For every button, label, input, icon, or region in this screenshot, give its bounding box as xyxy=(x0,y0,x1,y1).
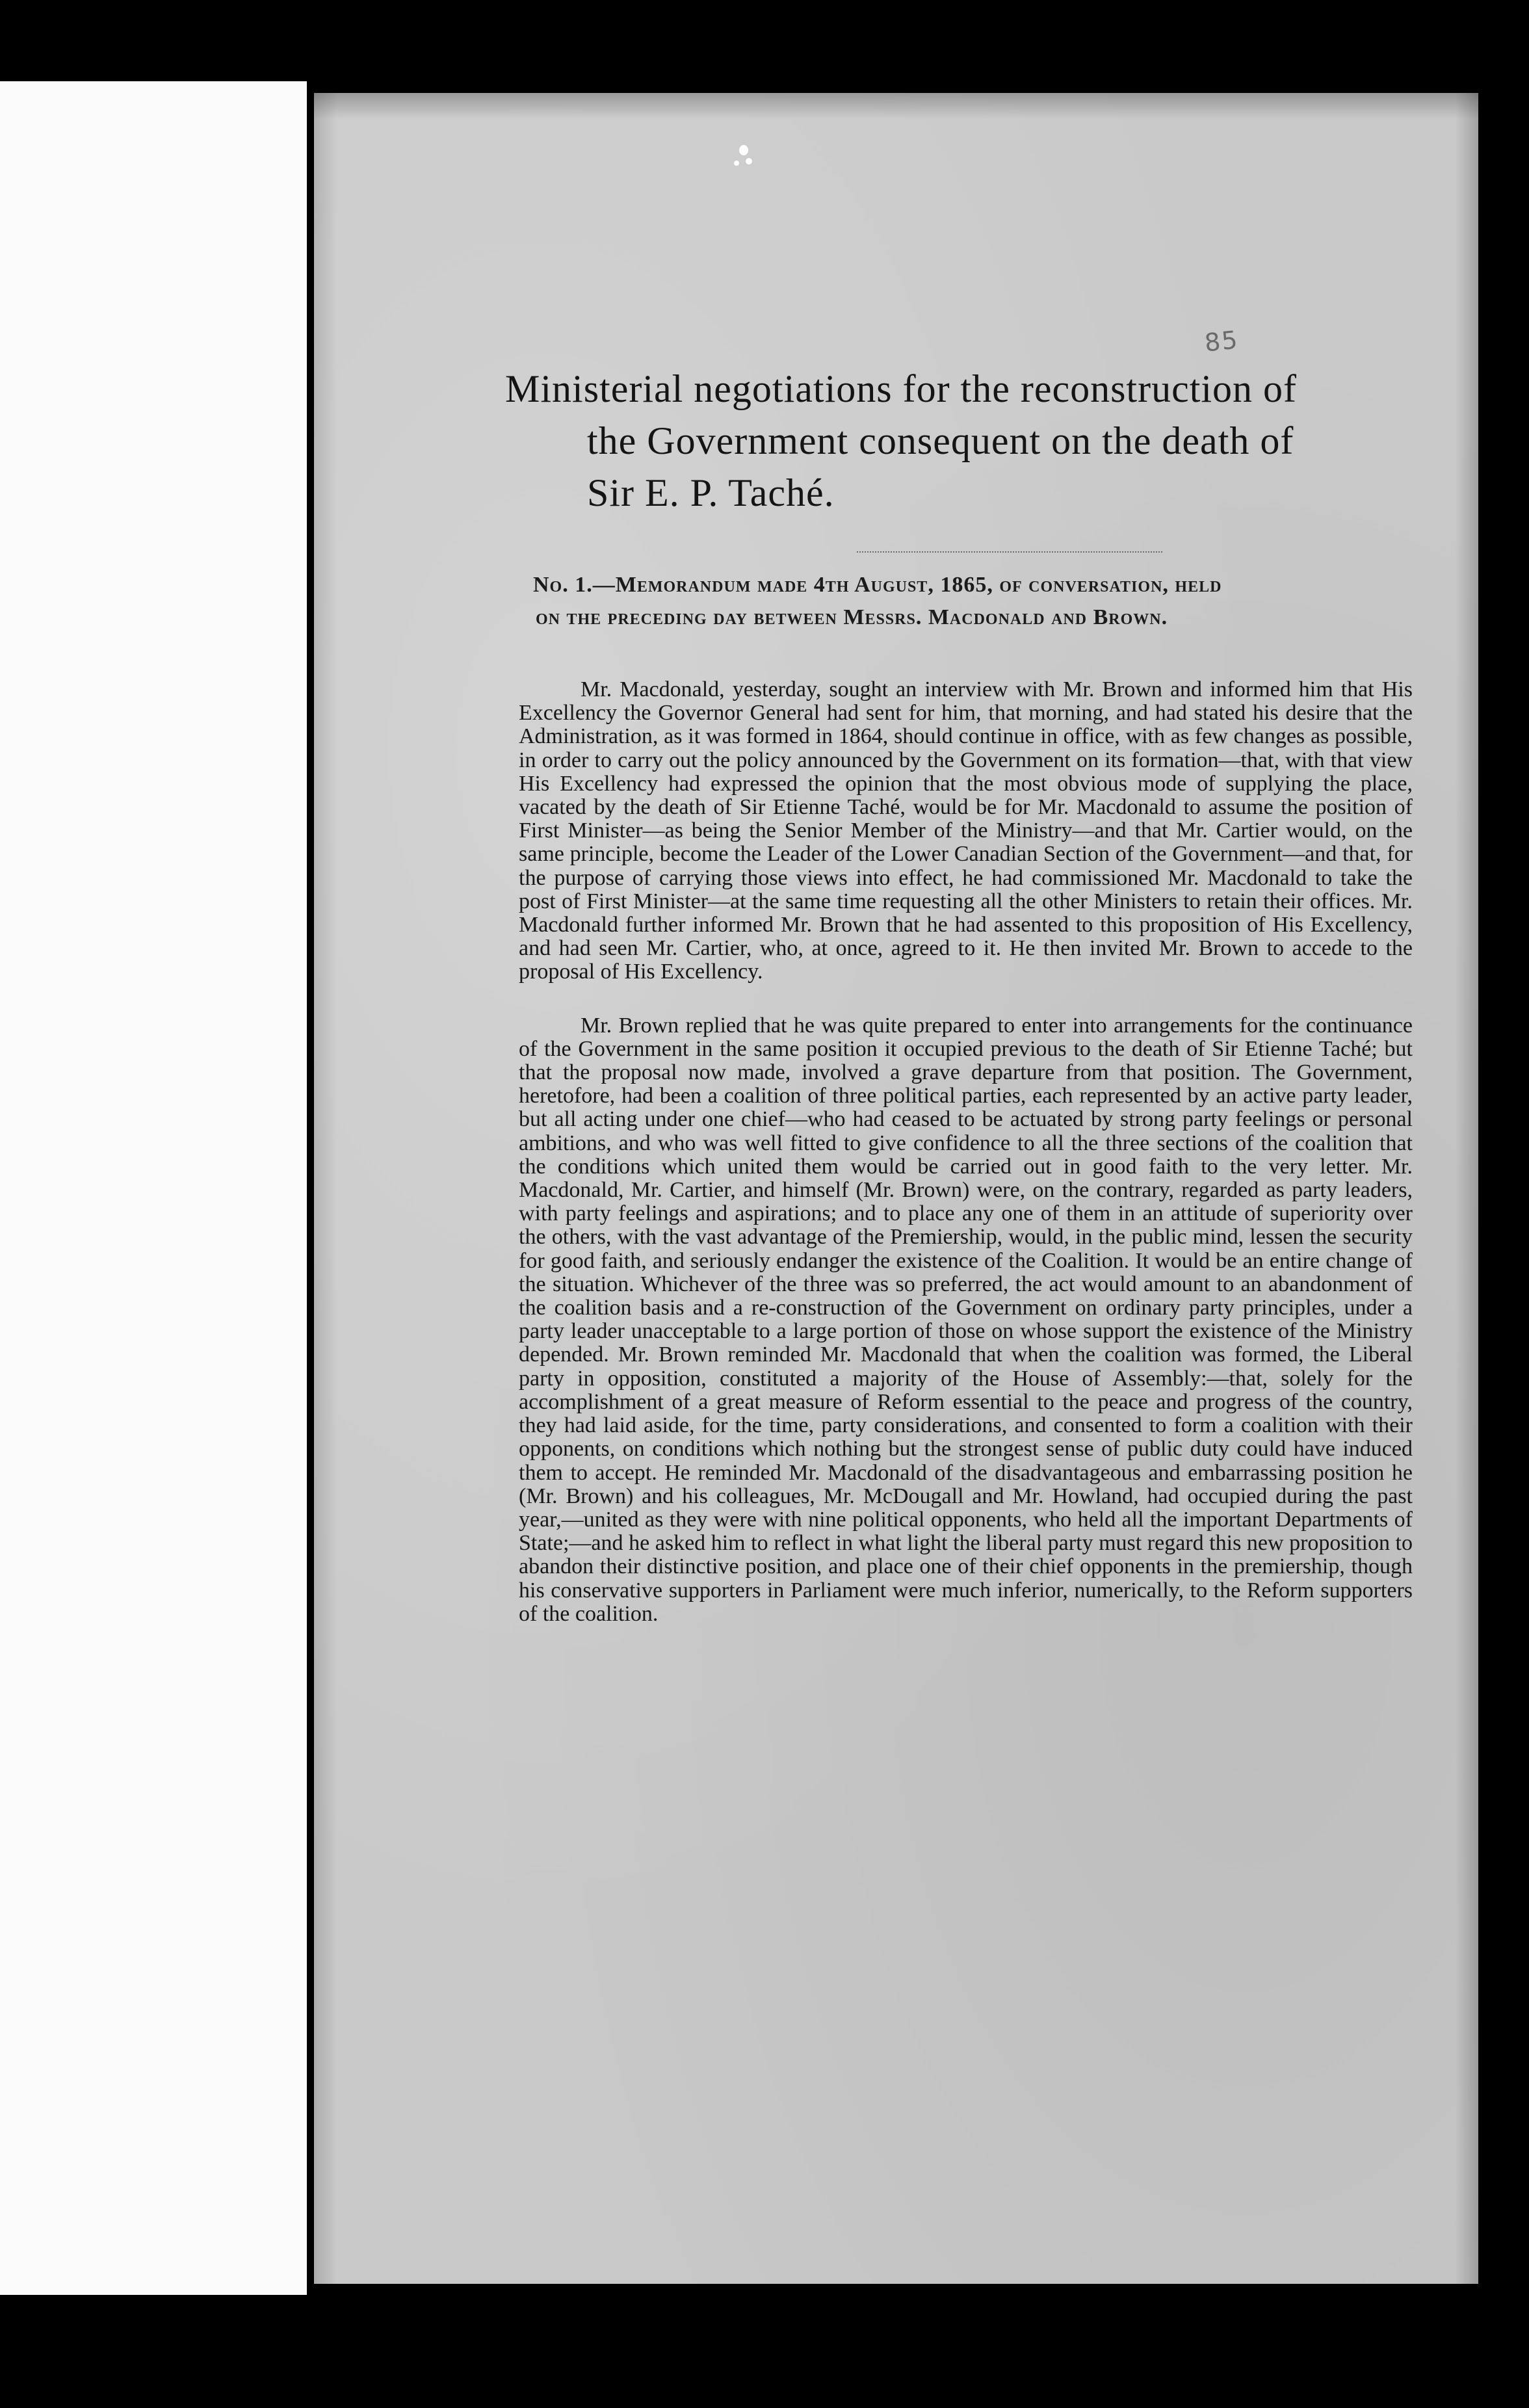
pencil-annotation: 85 xyxy=(1203,325,1240,358)
memorandum-heading-line-2: on the preceding day between Messrs. Macdonald and Brown. xyxy=(536,605,1168,629)
scan-blemish xyxy=(746,158,752,164)
memorandum-body xyxy=(519,678,1413,1626)
scanned-document-page xyxy=(314,93,1478,2284)
paragraph-2: Mr. Brown replied that he was quite prepared to enter into arrangements for the continuance of the Government in the same position it occupied previous to the death of Sir Etienne Taché; but that the proposal now made, involved a grave departure from that position. The Government, heretofore, had been a coalition of three political parties, each represented by an active party leader, but all acting under one chief—who had ceased to be actuated by strong party feelings or personal ambitions, and who was well fitted to give confidence to all the three sections of the coalition that the conditions which united them would be carried out in good faith to the very letter. Mr. Macdonald, Mr. Cartier, and himself (Mr. Brown) were, on the contrary, regarded as party leaders, with party feelings and aspirations; and to place any one of them in an attitude of superiority over the others, with the vast advantage of the Premiership, would, in the public mind, lessen the security for good faith, and seriously endanger the existence of the Coalition. It would be an entire change of the situation. Whichever of the three was so preferred, the act would amount to an abandonment of the coalition basis and a re-construction of the Government on ordinary party principles, under a party leader unacceptable to a large portion of those on whose support the existence of the Ministry depended. Mr. Brown reminded Mr. Macdonald that when the coalition was formed, the Liberal party in opposition, constituted a majority of the House of Assembly:—that, solely for the accomplishment of a great measure of Reform essential to the peace and progress of the country, they had laid aside, for the time, party considerations, and consented to form a coalition with their opponents, on conditions which nothing but the strongest sense of public duty could have induced them to accept. He reminded Mr. Macdonald of the disadvantageous and embarrassing position he (Mr. Brown) and his colleagues, Mr. McDougall and Mr. Howland, had occupied during the past year,—united as they were with nine political opponents, who held all the important Departments of State;—and he asked him to reflect in what light the liberal party must regard this new proposition to abandon their distinctive position, and place one of their chief opponents in the premiership, though his conservative supporters in Parliament were much inferior, numerically, to the Reform supporters of the coalition. xyxy=(519,1013,1413,1626)
title-line-2: the Government consequent on the death of xyxy=(587,419,1294,462)
scan-blemish xyxy=(739,145,748,155)
memorandum-heading xyxy=(533,569,1443,634)
scan-blemish xyxy=(734,161,739,166)
separator-rule xyxy=(857,551,1162,553)
page-edge-shadow xyxy=(314,93,1478,119)
title-line-1: Ministerial negotiations for the reconstruction of xyxy=(505,367,1298,410)
memorandum-heading-line-1: No. 1.—Memorandum made 4th August, 1865, of conversation, held xyxy=(533,573,1222,597)
title-line-3: Sir E. P. Taché. xyxy=(587,471,835,514)
left-margin-blank xyxy=(0,81,307,2295)
paragraph-1: Mr. Macdonald, yesterday, sought an interview with Mr. Brown and informed him that His Excellency the Governor General had sent for him, that morning, and had stated his desire that the Administration, as it was formed in 1864, should continue in office, with as few changes as possible, in order to carry out the policy announced by the Government on its formation—that, with that view His Excellency had expressed the opinion that the most obvious mode of supplying the place, vacated by the death of Sir Etienne Taché, would be for Mr. Macdonald to assume the position of First Minister—as being the Senior Member of the Ministry—and that Mr. Cartier would, on the same principle, become the Leader of the Lower Canadian Section of the Government—and that, for the purpose of carrying those views into effect, he had commissioned Mr. Macdonald to take the post of First Minister—at the same time requesting all the other Ministers to retain their offices. Mr. Macdonald further informed Mr. Brown that he had assented to this proposition of His Excellency, and had seen Mr. Cartier, who, at once, agreed to it. He then invited Mr. Brown to accede to the proposal of His Excellency. xyxy=(519,677,1413,984)
